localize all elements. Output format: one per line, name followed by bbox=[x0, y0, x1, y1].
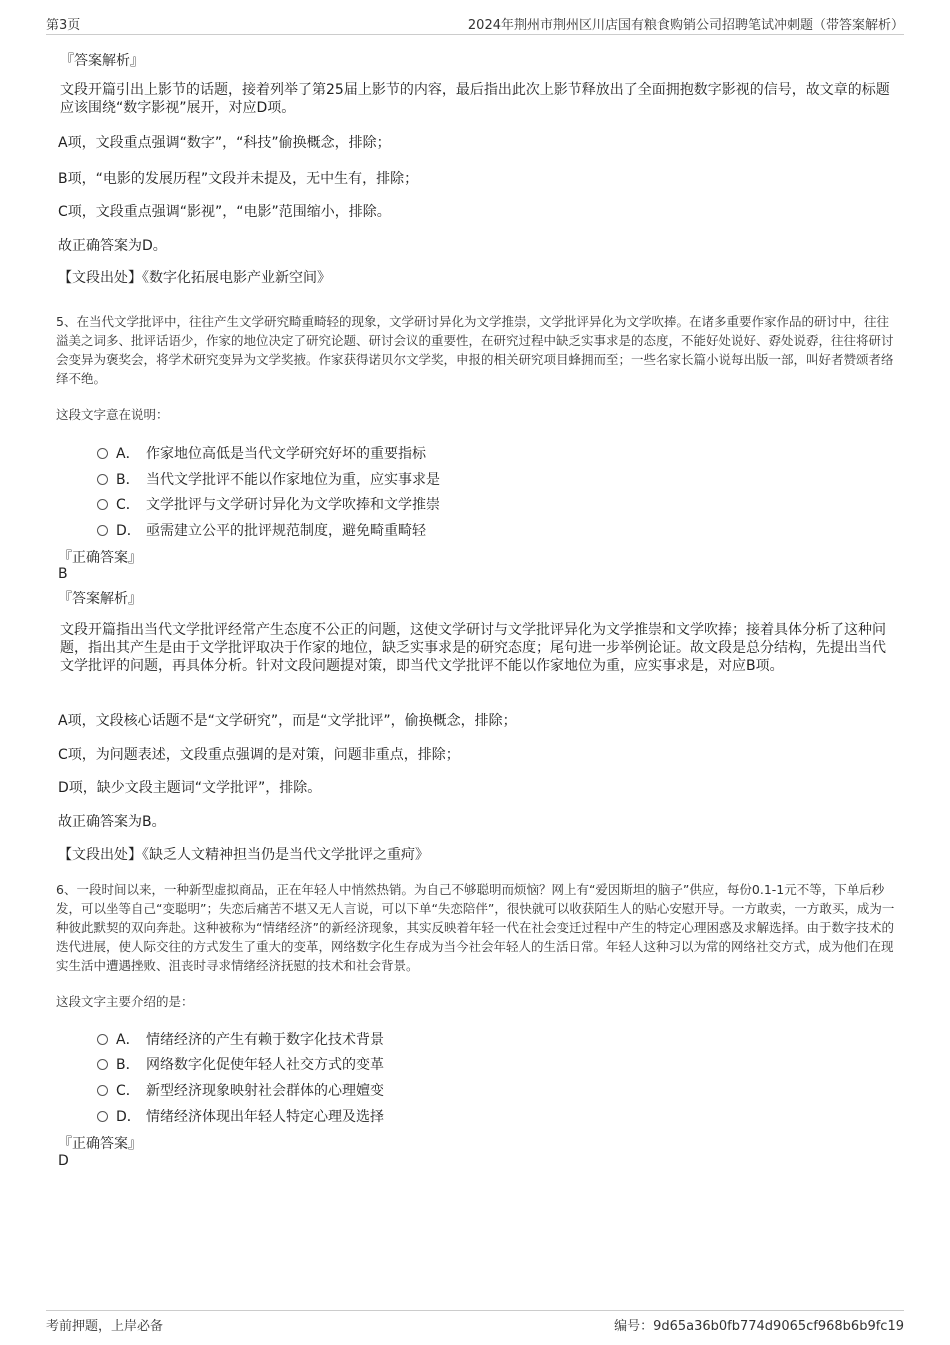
radio-icon[interactable] bbox=[97, 1059, 108, 1070]
analysis-option-c: C项，为问题表述，文段重点强调的是对策，问题非重点，排除； bbox=[58, 747, 460, 763]
analysis-label: 『答案解析』 bbox=[58, 591, 142, 607]
document-title: 2024年荆州市荆州区川店国有粮食购销公司招聘笔试冲刺题（带答案解析） bbox=[467, 18, 904, 33]
question-6-prompt: 这段文字主要介绍的是： bbox=[56, 994, 194, 1009]
footer-slogan: 考前押题，上岸必备 bbox=[46, 1319, 164, 1334]
correct-answer-label: 『正确答案』 bbox=[58, 550, 142, 566]
question-6-option-a[interactable]: A． 情绪经济的产生有赖于数字化技术背景 bbox=[97, 1029, 384, 1049]
document-serial: 编号：9d65a36b0fb774d9065cf968b6b9fc19 bbox=[614, 1319, 904, 1334]
question-6-option-c[interactable]: C． 新型经济现象映射社会群体的心理嬗变 bbox=[97, 1080, 384, 1100]
question-5-option-b[interactable]: B． 当代文学批评不能以作家地位为重，应实事求是 bbox=[97, 469, 440, 489]
question-5-option-d[interactable]: D． 亟需建立公平的批评规范制度，避免畸重畸轻 bbox=[97, 520, 426, 540]
page-number: 第3页 bbox=[46, 18, 81, 33]
analysis-paragraph: 文段开篇指出当代文学批评经常产生态度不公正的问题，这使文学研讨与文学批评异化为文学推崇和文学吹捧；接着具体分析了这种问题，指出其产生是由于文学批评取决于作家的地位，缺乏实事求是的研究态度；尾句进一步举例论证。故文段是总分结构，先提出当代文学批评的问题，再具体分析。针对文段问题提对策，即当代文学批评不能以作家地位为重，应实事求是，对应B项。 bbox=[60, 622, 886, 674]
analysis-option-b: B项，“电影的发展历程”文段并未提及，无中生有，排除； bbox=[58, 171, 419, 187]
question-6-option-b[interactable]: B． 网络数字化促使年轻人社交方式的变革 bbox=[97, 1054, 384, 1074]
analysis-label: 『答案解析』 bbox=[60, 53, 144, 69]
question-6-text: 6、一段时间以来，一种新型虚拟商品，正在年轻人中悄然热销。为自己不够聪明而烦恼？网上有“爱因斯坦的脑子”供应，每份0.1-1元不等，下单后秒发，可以坐等自己“变聪明”；失恋后痛苦不堪又无人言说，可以下单“失恋陪伴”，很快就可以收获陌生人的贴心安慰开导。一方敢卖，一方敢买，成为一种彼此默契的双向奔赴。这种被称为“情绪经济”的新经济现象，其实反映着年轻一代在社会变迁过程中产生的特定心理困惑及求解选择。由于数字技术的迭代进展，使人际交往的方式发生了重大的变革，网络数字化生存成为当今社会年轻人的生活日常。年轻人这种习以为常的网络社交方式，成为他们在现实生活中遭遇挫败、沮丧时寻求情绪经济抚慰的技术和社会背景。 bbox=[56, 882, 895, 973]
question-5-option-c[interactable]: C． 文学批评与文学研讨异化为文学吹捧和文学推崇 bbox=[97, 494, 440, 514]
analysis-conclusion: 故正确答案为D。 bbox=[58, 238, 167, 254]
analysis-option-c: C项，文段重点强调“影视”，“电影”范围缩小，排除。 bbox=[58, 204, 391, 220]
analysis-conclusion: 故正确答案为B。 bbox=[58, 814, 166, 830]
page-header bbox=[46, 12, 904, 35]
source-citation: 【文段出处】《数字化拓展电影产业新空间》 bbox=[58, 270, 331, 286]
correct-answer-label: 『正确答案』 bbox=[58, 1136, 142, 1152]
radio-icon[interactable] bbox=[97, 499, 108, 510]
radio-icon[interactable] bbox=[97, 1034, 108, 1045]
analysis-option-a: A项，文段核心话题不是“文学研究”，而是“文学批评”，偷换概念，排除； bbox=[58, 713, 517, 729]
question-5-prompt: 这段文字意在说明： bbox=[56, 407, 169, 422]
radio-icon[interactable] bbox=[97, 1111, 108, 1122]
analysis-paragraph: 文段开篇引出上影节的话题，接着列举了第25届上影节的内容，最后指出此次上影节释放出了全面拥抱数字影视的信号，故文章的标题应该围绕“数字影视”展开，对应D项。 bbox=[60, 82, 890, 116]
analysis-option-d: D项，缺少文段主题词“文学批评”，排除。 bbox=[58, 780, 322, 796]
radio-icon[interactable] bbox=[97, 474, 108, 485]
radio-icon[interactable] bbox=[97, 525, 108, 536]
radio-icon[interactable] bbox=[97, 1085, 108, 1096]
page-footer bbox=[46, 1310, 904, 1335]
question-5-option-a[interactable]: A． 作家地位高低是当代文学研究好坏的重要指标 bbox=[97, 443, 426, 463]
question-6-option-d[interactable]: D． 情绪经济体现出年轻人特定心理及选择 bbox=[97, 1106, 384, 1126]
radio-icon[interactable] bbox=[97, 448, 108, 459]
correct-answer: B bbox=[58, 566, 68, 582]
correct-answer: D bbox=[58, 1153, 69, 1169]
source-citation: 【文段出处】《缺乏人文精神担当仍是当代文学批评之重疴》 bbox=[58, 847, 429, 863]
question-5-text: 5、在当代文学批评中，往往产生文学研究畸重畸轻的现象，文学研讨异化为文学推崇，文学批评异化为文学吹捧。在诸多重要作家作品的研讨中，往往溢美之词多、批评话语少，作家的地位决定了研究论题、研讨会议的重要性，在研究过程中缺乏实事求是的态度，不能好处说好、孬处说孬，往往将研讨会变异为褒奖会，将学术研究变异为文学奖掖。作家获得诺贝尔文学奖，申报的相关研究项目蜂拥而至；一些名家长篇小说每出版一部，叫好者赞颂者络绎不绝。 bbox=[56, 314, 894, 386]
analysis-option-a: A项，文段重点强调“数字”，“科技”偷换概念，排除； bbox=[58, 135, 391, 151]
